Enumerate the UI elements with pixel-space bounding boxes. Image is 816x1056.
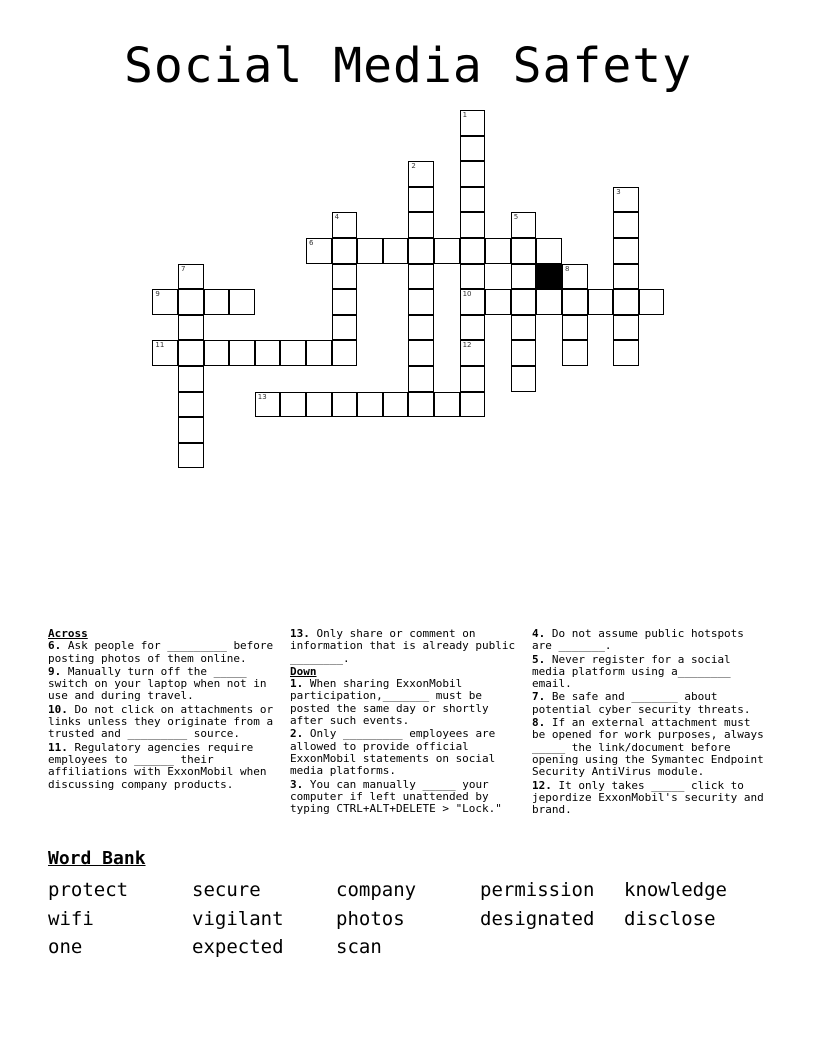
grid-cell[interactable]: [255, 340, 281, 366]
grid-cell[interactable]: [178, 315, 204, 341]
grid-cell[interactable]: [306, 392, 332, 418]
word-bank-word: photos: [336, 907, 405, 930]
grid-cell[interactable]: [511, 340, 537, 366]
clue-text: Only share or comment on information that is already public ________.: [290, 627, 516, 665]
grid-cell[interactable]: [408, 392, 434, 418]
grid-cell[interactable]: [460, 110, 486, 136]
grid-cell[interactable]: [460, 315, 486, 341]
grid-cell[interactable]: [613, 340, 639, 366]
clue-number: 11.: [48, 740, 68, 754]
clue-number: 8.: [532, 716, 546, 730]
grid-cell[interactable]: [357, 392, 383, 418]
grid-cell[interactable]: [332, 289, 358, 315]
clue-text: Only _________ employees are allowed to provide official ExxonMobil statements on social media platforms.: [290, 727, 496, 778]
grid-cell[interactable]: [408, 238, 434, 264]
clue-number: 9.: [48, 664, 62, 678]
grid-cell[interactable]: [460, 366, 486, 392]
clue-number: 1.: [290, 677, 304, 691]
clue-down-8: [532, 717, 768, 778]
grid-cell[interactable]: [178, 340, 204, 366]
word-bank-word: disclose: [624, 907, 716, 930]
clue-across-13: [290, 628, 518, 665]
clue-number-label: 5: [513, 213, 519, 222]
grid-cell[interactable]: [511, 212, 537, 238]
grid-cell[interactable]: [460, 392, 486, 418]
clue-number: 4.: [532, 627, 546, 640]
word-bank-word: secure: [192, 879, 261, 901]
grid-cell[interactable]: [460, 289, 486, 315]
clue-number: 10.: [48, 702, 68, 716]
grid-cell[interactable]: [536, 289, 562, 315]
clue-number-label: 1: [462, 111, 468, 119]
clue-text: Do not click on attachments or links unless they originate from a trusted and _________ source.: [48, 702, 274, 741]
clue-down-4: [532, 628, 768, 653]
grid-cell[interactable]: [383, 392, 409, 418]
grid-cell[interactable]: [229, 289, 255, 315]
clue-number-label: 10: [462, 290, 472, 299]
word-bank: [48, 876, 788, 962]
clues-column-1: [48, 628, 276, 792]
grid-cell[interactable]: [511, 289, 537, 315]
grid-cell[interactable]: [204, 340, 230, 366]
grid-cell[interactable]: [562, 340, 588, 366]
page-title: Social Media Safety: [123, 38, 693, 94]
clue-number-label: 11: [155, 341, 165, 350]
word-bank-word: designated: [480, 907, 595, 930]
grid-cell[interactable]: [562, 264, 588, 290]
grid-cell[interactable]: [306, 238, 332, 264]
grid-cell[interactable]: [460, 161, 486, 187]
clue-number: 13.: [290, 627, 310, 640]
word-bank-word: protect: [48, 879, 129, 901]
word-bank-row: [48, 876, 788, 905]
grid-cell[interactable]: [332, 264, 358, 290]
clue-text: You can manually _____ your computer if left unattended by typing CTRL+ALT+DELETE > "Lock.": [290, 777, 502, 816]
grid-cell[interactable]: [178, 417, 204, 443]
grid-cell[interactable]: [178, 392, 204, 418]
word-bank-row: [48, 933, 788, 962]
grid-cell[interactable]: [408, 187, 434, 213]
grid-cell[interactable]: [460, 136, 486, 162]
grid-cell[interactable]: [613, 264, 639, 290]
grid-cell[interactable]: [460, 238, 486, 264]
down-heading: Down: [290, 664, 317, 678]
grid-cell[interactable]: [332, 392, 358, 418]
grid-cell[interactable]: [255, 392, 281, 418]
word-bank-word: permission: [480, 879, 595, 901]
clue-number-label: 6: [309, 239, 314, 247]
grid-cell[interactable]: [460, 187, 486, 213]
word-bank-word: wifi: [48, 907, 94, 930]
black-cell: [536, 264, 562, 290]
grid-cell[interactable]: [434, 238, 460, 264]
grid-cell[interactable]: [152, 340, 178, 366]
clue-number: 7.: [532, 690, 546, 704]
clue-number: 5.: [532, 652, 546, 666]
grid-cell[interactable]: [562, 315, 588, 341]
grid-cell[interactable]: [511, 264, 537, 290]
clue-text: Regulatory agencies require employees to ______ their affiliations with ExxonMobil when discussing company products.: [48, 740, 267, 791]
grid-cell[interactable]: [204, 289, 230, 315]
clues-column-3: [532, 628, 768, 817]
grid-cell[interactable]: [306, 340, 332, 366]
grid-cell[interactable]: [485, 289, 511, 315]
clue-across-6: [48, 640, 276, 665]
grid-cell[interactable]: [383, 238, 409, 264]
grid-cell[interactable]: [178, 366, 204, 392]
grid-cell[interactable]: [485, 238, 511, 264]
grid-cell[interactable]: [613, 315, 639, 341]
grid-cell[interactable]: [460, 212, 486, 238]
grid-cell[interactable]: [408, 315, 434, 341]
clue-down-5: [532, 654, 768, 691]
clue-across-10: [48, 704, 276, 741]
grid-cell[interactable]: [613, 212, 639, 238]
grid-cell[interactable]: [639, 289, 665, 315]
grid-cell[interactable]: [332, 212, 358, 238]
clue-number-label: 9: [155, 290, 160, 299]
clue-text: Never register for a social media platform using a________ email.: [532, 652, 731, 691]
clue-down-12: [532, 780, 768, 817]
clue-number: 2.: [290, 727, 304, 741]
clues-column-2: [290, 628, 518, 816]
grid-cell[interactable]: [460, 340, 486, 366]
clue-down-1: [290, 678, 518, 727]
clue-number: 12.: [532, 778, 552, 792]
clue-text: When sharing ExxonMobil participation,_______ must be posted the same day or shortly after such events.: [290, 677, 489, 728]
grid-cell[interactable]: [613, 187, 639, 213]
grid-cell[interactable]: [511, 366, 537, 392]
word-bank-word: scan: [336, 936, 382, 958]
grid-cell[interactable]: [280, 392, 306, 418]
word-bank-word: company: [336, 879, 417, 901]
crossword-grid: [0, 0, 816, 480]
grid-cell[interactable]: [460, 264, 486, 290]
clue-down-3: [290, 779, 518, 816]
clue-number: 6.: [48, 639, 62, 653]
grid-cell[interactable]: [178, 443, 204, 469]
grid-cell[interactable]: [408, 161, 434, 187]
clue-text: It only takes _____ click to jepordize ExxonMobil's security and brand.: [532, 778, 764, 817]
grid-cell[interactable]: [511, 238, 537, 264]
grid-cell[interactable]: [408, 340, 434, 366]
clue-text: Do not assume public hotspots are _______.: [532, 627, 744, 653]
grid-cell[interactable]: [280, 340, 306, 366]
word-bank-title: Word Bank: [48, 848, 146, 869]
word-bank-word: vigilant: [192, 907, 284, 930]
word-bank-word: one: [48, 936, 83, 958]
clue-number-label: 12: [462, 341, 472, 350]
clue-number-label: 13: [257, 392, 267, 401]
grid-cell[interactable]: [332, 340, 358, 366]
clue-text: Be safe and _______ about potential cyber security threats.: [532, 690, 751, 716]
grid-cell[interactable]: [332, 238, 358, 264]
clue-number-label: 2: [411, 162, 416, 171]
grid-cell[interactable]: [613, 238, 639, 264]
grid-cell[interactable]: [178, 289, 204, 315]
grid-cell[interactable]: [357, 238, 383, 264]
clue-number-label: 4: [334, 213, 340, 222]
clue-number-label: 7: [181, 264, 186, 273]
clue-down-7: [532, 691, 768, 716]
grid-cell[interactable]: [588, 289, 614, 315]
clue-number-label: 3: [616, 187, 621, 196]
clue-text: Ask people for _________ before posting photos of them online.: [48, 639, 274, 665]
word-bank-word: expected: [192, 936, 284, 958]
clue-number-label: 8: [565, 264, 570, 273]
clue-across-11: [48, 742, 276, 791]
word-bank-word: knowledge: [624, 879, 727, 901]
grid-cell[interactable]: [613, 289, 639, 315]
grid-cell[interactable]: [152, 289, 178, 315]
grid-cell[interactable]: [408, 212, 434, 238]
grid-cell[interactable]: [229, 340, 255, 366]
word-bank-row: [48, 905, 788, 934]
clue-number: 3.: [290, 777, 304, 791]
clue-text: If an external attachment must be opened for work purposes, always _____ the link/document before opening using the Symantec Endpoint Security AntiVirus module.: [532, 716, 764, 779]
across-heading: Across: [48, 627, 88, 640]
grid-cell[interactable]: [511, 315, 537, 341]
grid-cell[interactable]: [536, 238, 562, 264]
grid-cell[interactable]: [408, 264, 434, 290]
grid-cell[interactable]: [178, 264, 204, 290]
clue-across-9: [48, 666, 276, 703]
clue-down-2: [290, 728, 518, 777]
grid-cell[interactable]: [408, 366, 434, 392]
clue-text: Manually turn off the _____ switch on your laptop when not in use and during travel.: [48, 664, 267, 703]
grid-cell[interactable]: [408, 289, 434, 315]
grid-cell[interactable]: [434, 392, 460, 418]
grid-cell[interactable]: [562, 289, 588, 315]
grid-cell[interactable]: [332, 315, 358, 341]
